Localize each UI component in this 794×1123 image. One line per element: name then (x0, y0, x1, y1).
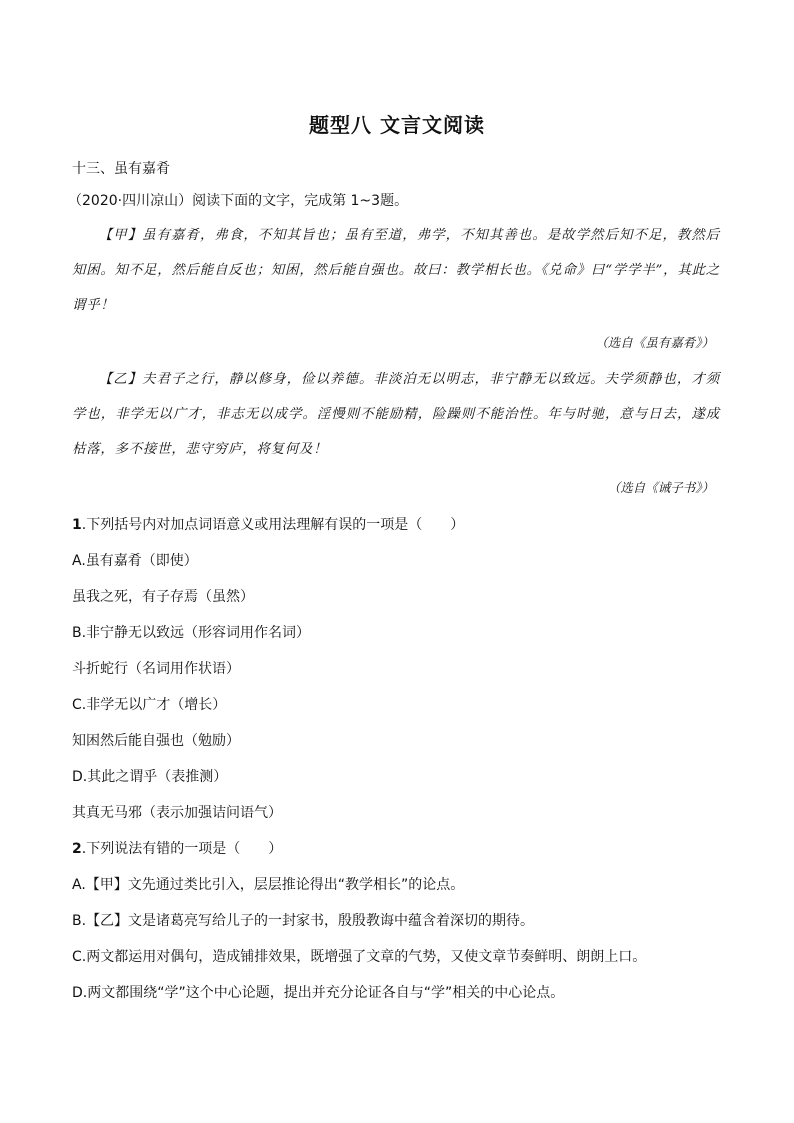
section-heading: 十三、虽有嘉肴 (72, 161, 170, 177)
q1-option-a: A.虽有嘉肴（即使） (72, 553, 198, 569)
question-1-number: 1 (72, 517, 82, 533)
passage-a: 【甲】虽有嘉肴，弗食，不知其旨也；虽有至道，弗学，不知其善也。是故学然后知不足，教然后知困。知不足，然后能自反也；知困，然后能自强也。故曰：教学相长也。《兑命》曰“学学半”，其此之谓乎！ (72, 228, 720, 313)
q2-option-c: C.两文都运用对偶句，造成铺排效果，既增强了文章的气势，又使文章节奏鲜明、朗朗上口。 (72, 949, 647, 965)
question-2-text: .下列说法有错的一项是（ ） (81, 841, 283, 857)
q2-option-d: D.两文都围绕“学”这个中心论题，提出并充分论证各自与“学”相关的中心论点。 (72, 985, 565, 1001)
question-1-text: .下列括号内对加点词语意义或用法理解有误的一项是（ ） (81, 517, 465, 533)
q1-option-d: D.其此之谓乎（表推测） (72, 769, 228, 785)
q1-option-b: B.非宁静无以致远（形容词用作名词） (72, 625, 311, 641)
q1-option-c-compare: 知困然后能自强也（勉励） (72, 733, 240, 749)
question-2-number: 2 (72, 841, 82, 857)
passage-b: 【乙】夫君子之行，静以修身，俭以养德。非淡泊无以明志，非宁静无以致远。夫学须静也，才须学也，非学无以广才，非志无以成学。淫慢则不能励精，险躁则不能治性。年与时驰，意与日去，遂成枯落，多不接世，悲守穷庐，将复何及！ (72, 372, 720, 457)
q1-option-d-compare: 其真无马邪（表示加强诘问语气） (72, 805, 282, 821)
question-2-stem (72, 838, 282, 858)
intro-text: （2020·四川凉山）阅读下面的文字，完成第 1~3题。 (68, 193, 409, 209)
q2-option-b: B.【乙】文是诸葛亮写给儿子的一封家书，殷殷教诲中蕴含着深切的期待。 (72, 913, 535, 929)
page-title: 题型八 文言文阅读 (309, 113, 485, 137)
question-1-stem (72, 514, 464, 534)
q1-option-c: C.非学无以广才（增长） (72, 697, 227, 713)
source-a: （选自《虽有嘉肴》） (595, 335, 714, 350)
q2-option-a: A.【甲】文先通过类比引入，层层推论得出“教学相长”的论点。 (72, 877, 465, 893)
q1-option-b-compare: 斗折蛇行（名词用作状语） (72, 661, 240, 677)
q1-option-a-compare: 虽我之死，有子存焉（虽然） (72, 589, 254, 605)
source-b: （选自《诫子书》） (607, 480, 714, 495)
